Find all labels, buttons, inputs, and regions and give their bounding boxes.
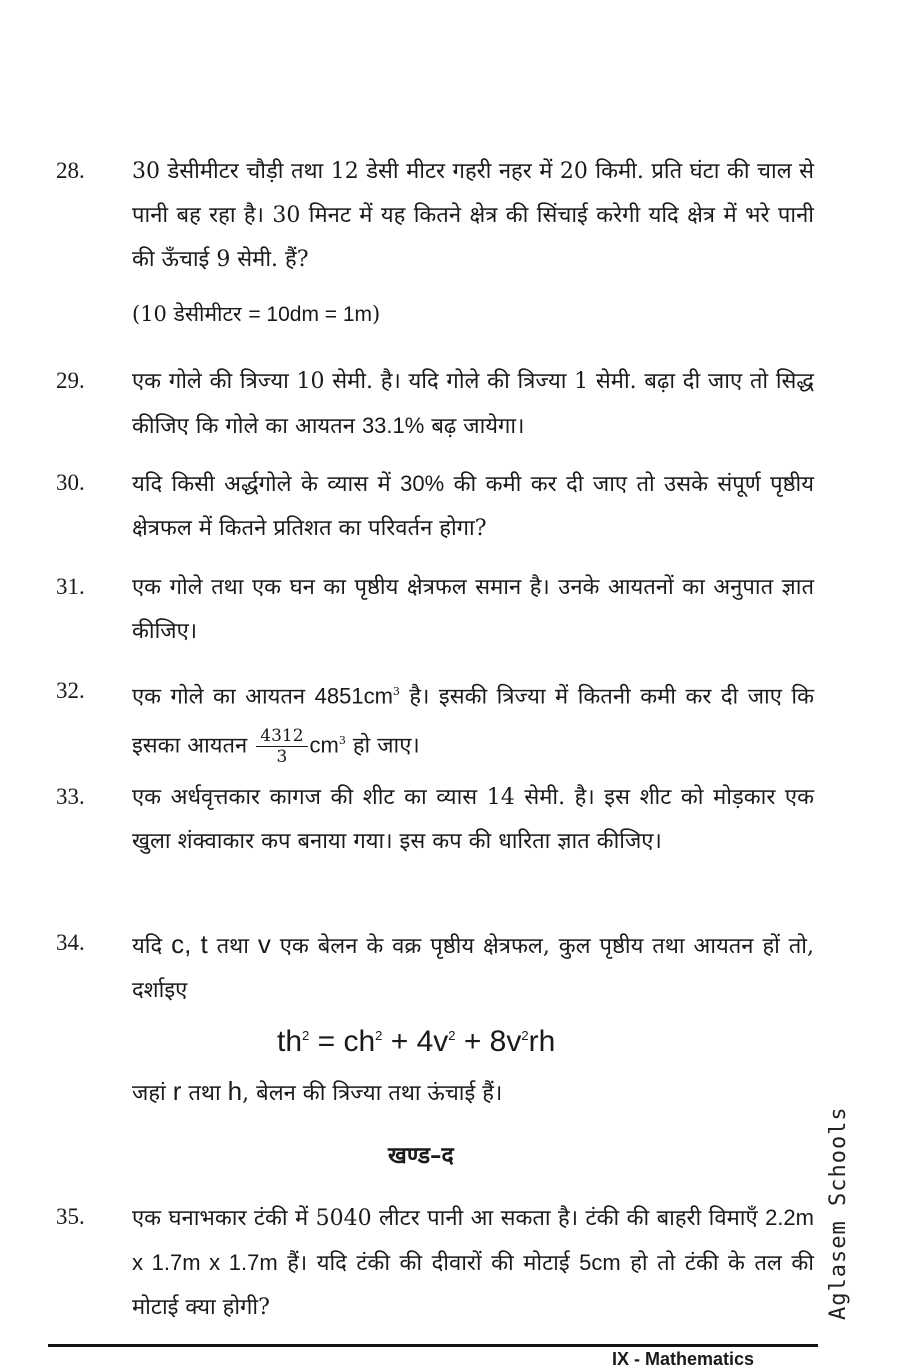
question-text: एक अर्धवृत्तकार कागज की शीट का व्यास 14 सेमी. है। इस शीट को मोड़कार एक खुला शंक्वाकार कप बनाया गया। इस कप की धारिता ज्ञात कीजिए। [132, 785, 814, 854]
question-text: यदि c, t तथा v एक बेलन के वक्र पृष्ठीय क्षेत्रफल, कुल पृष्ठीय तथा आयतन हों तो, दर्शाइए [132, 929, 814, 1003]
question-text: एक गोले तथा एक घन का पृष्ठीय क्षेत्रफल समान है। उनके आयतनों का अनुपात ज्ञात कीजिए। [132, 575, 814, 644]
question-text: एक घनाभकार टंकी में 5040 लीटर पानी आ सकता है। टंकी की बाहरी विमाएँ 2.2m x 1.7m x 1.7m हैं। यदि टंकी की दीवारों की मोटाई 5cm हो तो टंकी के तल की मोटाई क्या होगी? [132, 1205, 814, 1320]
question-number: 30. [56, 470, 85, 495]
question-number: 35. [56, 1204, 85, 1229]
question-text: एक गोले का आयतन $4851cm^3$ है। इसकी त्रिज्या में कितनी कमी कर दी जाए कि इसका आयतन $\frac{4312}{3}$ $cm^3$ हो जाए। [132, 683, 815, 768]
footer-text: IX - Mathematics [612, 1349, 755, 1369]
section-title: खण्ड–द [388, 1142, 454, 1169]
watermark: Aglasem Schools [826, 1106, 851, 1320]
question-number: 34. [56, 930, 85, 955]
fraction: $\frac{4312}{3}$ [256, 726, 307, 767]
where-line: जहां r तथा h, बेलन की त्रिज्या तथा ऊंचाई हैं। [132, 1076, 503, 1106]
question-number: 32. [56, 678, 85, 703]
question-number: 28. [56, 158, 85, 183]
question-number: 31. [56, 574, 85, 599]
question-text: 30 डेसीमीटर चौड़ी तथा 12 डेसी मीटर गहरी नहर में 20 किमी. प्रति घंटा की चाल से पानी बह रहा है। 30 मिनट में यह कितने क्षेत्र की सिंचाई करेगी यदि क्षेत्र में भरे पानी की ऊँचाई 9 सेमी. हैं? [132, 159, 814, 272]
question-number: 33. [56, 784, 85, 809]
question-text: एक गोले की त्रिज्या 10 सेमी. है। यदि गोले की त्रिज्या 1 सेमी. बढ़ा दी जाए तो सिद्ध कीजिए कि गोले का आयतन 33.1% बढ़ जायेगा। [132, 369, 814, 439]
question-number: 29. [56, 368, 85, 393]
unit-note: (10 डेसीमीटर = 10dm = 1m) [132, 302, 381, 326]
formula: $th^2 = ch^2 + 4v^2 + 8v^2rh$ [277, 1025, 556, 1058]
question-text: यदि किसी अर्द्धगोले के व्यास में 30% की कमी कर दी जाए तो उसके संपूर्ण पृष्ठीय क्षेत्रफल में कितने प्रतिशत का परिवर्तन होगा? [132, 471, 814, 541]
footer-rule [48, 1344, 818, 1347]
